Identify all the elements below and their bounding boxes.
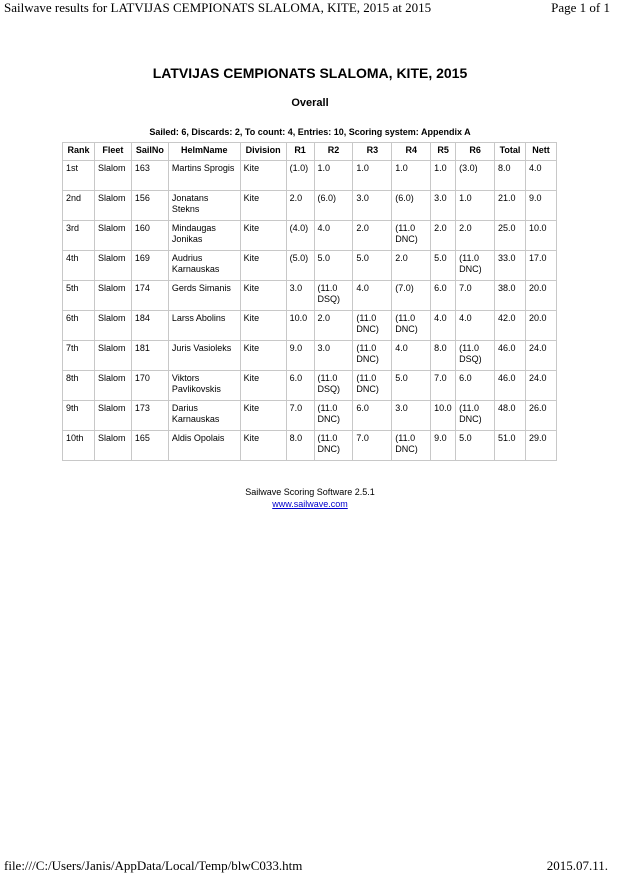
cell-rank: 1st	[63, 161, 95, 191]
cell-rank: 4th	[63, 251, 95, 281]
cell-rank: 5th	[63, 281, 95, 311]
cell-r5: 6.0	[431, 281, 456, 311]
cell-fleet: Slalom	[94, 281, 131, 311]
cell-r3: 7.0	[353, 431, 392, 461]
results-body	[63, 161, 557, 461]
cell-nett: 20.0	[525, 281, 556, 311]
cell-r6: (11.0 DNC)	[456, 401, 495, 431]
cell-r4: 5.0	[392, 371, 431, 401]
column-header-r4: R4	[392, 143, 431, 161]
cell-division: Kite	[240, 191, 286, 221]
cell-r6: 6.0	[456, 371, 495, 401]
cell-r3: 3.0	[353, 191, 392, 221]
cell-r2: (11.0 DNC)	[314, 431, 353, 461]
cell-r4: 2.0	[392, 251, 431, 281]
cell-total: 42.0	[495, 311, 526, 341]
cell-r4: 1.0	[392, 161, 431, 191]
cell-rank: 7th	[63, 341, 95, 371]
series-summary: Sailed: 6, Discards: 2, To count: 4, Entries: 10, Scoring system: Appendix A	[149, 127, 471, 137]
cell-helmname: Mindaugas Jonikas	[168, 221, 240, 251]
cell-sailno: 160	[131, 221, 168, 251]
column-header-r2: R2	[314, 143, 353, 161]
cell-nett: 24.0	[525, 341, 556, 371]
cell-rank: 6th	[63, 311, 95, 341]
table-row	[63, 161, 557, 191]
column-header-division: Division	[240, 143, 286, 161]
table-row	[63, 371, 557, 401]
cell-r4: 3.0	[392, 401, 431, 431]
cell-rank: 8th	[63, 371, 95, 401]
cell-nett: 24.0	[525, 371, 556, 401]
cell-r6: 5.0	[456, 431, 495, 461]
page-subtitle: Overall	[291, 97, 329, 109]
cell-r1: 10.0	[286, 311, 314, 341]
cell-r1: 2.0	[286, 191, 314, 221]
cell-r3: 5.0	[353, 251, 392, 281]
print-footer-date: 2015.07.11.	[546, 858, 608, 873]
cell-r4: (11.0 DNC)	[392, 431, 431, 461]
cell-fleet: Slalom	[94, 191, 131, 221]
cell-division: Kite	[240, 161, 286, 191]
column-header-r3: R3	[353, 143, 392, 161]
column-header-helmname: HelmName	[168, 143, 240, 161]
table-row	[63, 431, 557, 461]
cell-nett: 10.0	[525, 221, 556, 251]
cell-helmname: Jonatans Stekns	[168, 191, 240, 221]
cell-r2: 3.0	[314, 341, 353, 371]
cell-r6: 2.0	[456, 221, 495, 251]
cell-nett: 4.0	[525, 161, 556, 191]
cell-r1: (5.0)	[286, 251, 314, 281]
table-row	[63, 311, 557, 341]
cell-r4: (7.0)	[392, 281, 431, 311]
cell-r5: 3.0	[431, 191, 456, 221]
cell-nett: 20.0	[525, 311, 556, 341]
cell-r3: 2.0	[353, 221, 392, 251]
cell-helmname: Gerds Simanis	[168, 281, 240, 311]
cell-r3: 4.0	[353, 281, 392, 311]
column-header-nett: Nett	[525, 143, 556, 161]
cell-helmname: Viktors Pavlikovskis	[168, 371, 240, 401]
cell-total: 8.0	[495, 161, 526, 191]
cell-rank: 2nd	[63, 191, 95, 221]
cell-rank: 3rd	[63, 221, 95, 251]
cell-r2: (11.0 DNC)	[314, 401, 353, 431]
cell-division: Kite	[240, 251, 286, 281]
column-header-total: Total	[495, 143, 526, 161]
cell-helmname: Martins Sprogis	[168, 161, 240, 191]
cell-sailno: 169	[131, 251, 168, 281]
cell-r5: 8.0	[431, 341, 456, 371]
cell-r6: (3.0)	[456, 161, 495, 191]
cell-fleet: Slalom	[94, 431, 131, 461]
cell-fleet: Slalom	[94, 251, 131, 281]
cell-r2: (11.0 DSQ)	[314, 281, 353, 311]
cell-rank: 9th	[63, 401, 95, 431]
cell-r6: 4.0	[456, 311, 495, 341]
cell-nett: 9.0	[525, 191, 556, 221]
cell-total: 25.0	[495, 221, 526, 251]
cell-helmname: Juris Vasioleks	[168, 341, 240, 371]
cell-r1: (4.0)	[286, 221, 314, 251]
sailwave-link[interactable]: www.sailwave.com	[272, 499, 348, 509]
table-row	[63, 191, 557, 221]
cell-fleet: Slalom	[94, 401, 131, 431]
cell-total: 48.0	[495, 401, 526, 431]
cell-r2: (11.0 DSQ)	[314, 371, 353, 401]
column-header-r6: R6	[456, 143, 495, 161]
cell-division: Kite	[240, 371, 286, 401]
cell-total: 21.0	[495, 191, 526, 221]
cell-r3: 6.0	[353, 401, 392, 431]
cell-rank: 10th	[63, 431, 95, 461]
cell-r5: 10.0	[431, 401, 456, 431]
cell-sailno: 174	[131, 281, 168, 311]
cell-sailno: 181	[131, 341, 168, 371]
table-row	[63, 401, 557, 431]
cell-r1: 9.0	[286, 341, 314, 371]
cell-fleet: Slalom	[94, 311, 131, 341]
cell-fleet: Slalom	[94, 161, 131, 191]
cell-division: Kite	[240, 311, 286, 341]
cell-r6: (11.0 DNC)	[456, 251, 495, 281]
cell-r3: (11.0 DNC)	[353, 311, 392, 341]
print-footer-path: file:///C:/Users/Janis/AppData/Local/Temp/blwC033.htm	[4, 858, 303, 873]
cell-r5: 7.0	[431, 371, 456, 401]
cell-total: 51.0	[495, 431, 526, 461]
cell-helmname: Larss Abolins	[168, 311, 240, 341]
cell-total: 46.0	[495, 341, 526, 371]
cell-helmname: Darius Karnauskas	[168, 401, 240, 431]
cell-nett: 26.0	[525, 401, 556, 431]
cell-sailno: 165	[131, 431, 168, 461]
cell-r4: (11.0 DNC)	[392, 311, 431, 341]
table-row	[63, 221, 557, 251]
cell-r1: 7.0	[286, 401, 314, 431]
cell-r6: 7.0	[456, 281, 495, 311]
cell-r3: (11.0 DNC)	[353, 341, 392, 371]
table-row	[63, 341, 557, 371]
results-header-row	[63, 143, 557, 161]
page-title: LATVIJAS CEMPIONATS SLALOMA, KITE, 2015	[152, 65, 468, 81]
cell-helmname: Audrius Karnauskas	[168, 251, 240, 281]
cell-r5: 4.0	[431, 311, 456, 341]
cell-r1: 8.0	[286, 431, 314, 461]
cell-helmname: Aldis Opolais	[168, 431, 240, 461]
cell-r2: 2.0	[314, 311, 353, 341]
cell-r6: 1.0	[456, 191, 495, 221]
cell-fleet: Slalom	[94, 341, 131, 371]
cell-fleet: Slalom	[94, 221, 131, 251]
cell-nett: 29.0	[525, 431, 556, 461]
table-row	[63, 281, 557, 311]
cell-r5: 9.0	[431, 431, 456, 461]
cell-r1: 6.0	[286, 371, 314, 401]
column-header-r1: R1	[286, 143, 314, 161]
cell-sailno: 163	[131, 161, 168, 191]
print-header-title: Sailwave results for LATVIJAS CEMPIONATS SLALOMA, KITE, 2015 at 2015	[4, 0, 432, 15]
cell-sailno: 184	[131, 311, 168, 341]
cell-r5: 2.0	[431, 221, 456, 251]
cell-nett: 17.0	[525, 251, 556, 281]
column-header-sailno: SailNo	[131, 143, 168, 161]
cell-sailno: 170	[131, 371, 168, 401]
cell-sailno: 156	[131, 191, 168, 221]
cell-r5: 5.0	[431, 251, 456, 281]
cell-r1: (1.0)	[286, 161, 314, 191]
cell-division: Kite	[240, 221, 286, 251]
column-header-r5: R5	[431, 143, 456, 161]
cell-r1: 3.0	[286, 281, 314, 311]
cell-r6: (11.0 DSQ)	[456, 341, 495, 371]
column-header-fleet: Fleet	[94, 143, 131, 161]
credit-software: Sailwave Scoring Software 2.5.1	[245, 487, 375, 497]
print-header-page: Page 1 of 1	[551, 0, 610, 15]
cell-r4: 4.0	[392, 341, 431, 371]
cell-r4: (6.0)	[392, 191, 431, 221]
cell-total: 46.0	[495, 371, 526, 401]
cell-division: Kite	[240, 431, 286, 461]
cell-fleet: Slalom	[94, 371, 131, 401]
results-table	[62, 142, 557, 461]
cell-r4: (11.0 DNC)	[392, 221, 431, 251]
cell-division: Kite	[240, 341, 286, 371]
table-row	[63, 251, 557, 281]
cell-r3: (11.0 DNC)	[353, 371, 392, 401]
cell-r2: (6.0)	[314, 191, 353, 221]
cell-sailno: 173	[131, 401, 168, 431]
cell-r2: 1.0	[314, 161, 353, 191]
cell-division: Kite	[240, 401, 286, 431]
column-header-rank: Rank	[63, 143, 95, 161]
cell-total: 38.0	[495, 281, 526, 311]
cell-r2: 4.0	[314, 221, 353, 251]
cell-r5: 1.0	[431, 161, 456, 191]
cell-division: Kite	[240, 281, 286, 311]
cell-r3: 1.0	[353, 161, 392, 191]
credit-block	[0, 486, 620, 510]
cell-total: 33.0	[495, 251, 526, 281]
cell-r2: 5.0	[314, 251, 353, 281]
